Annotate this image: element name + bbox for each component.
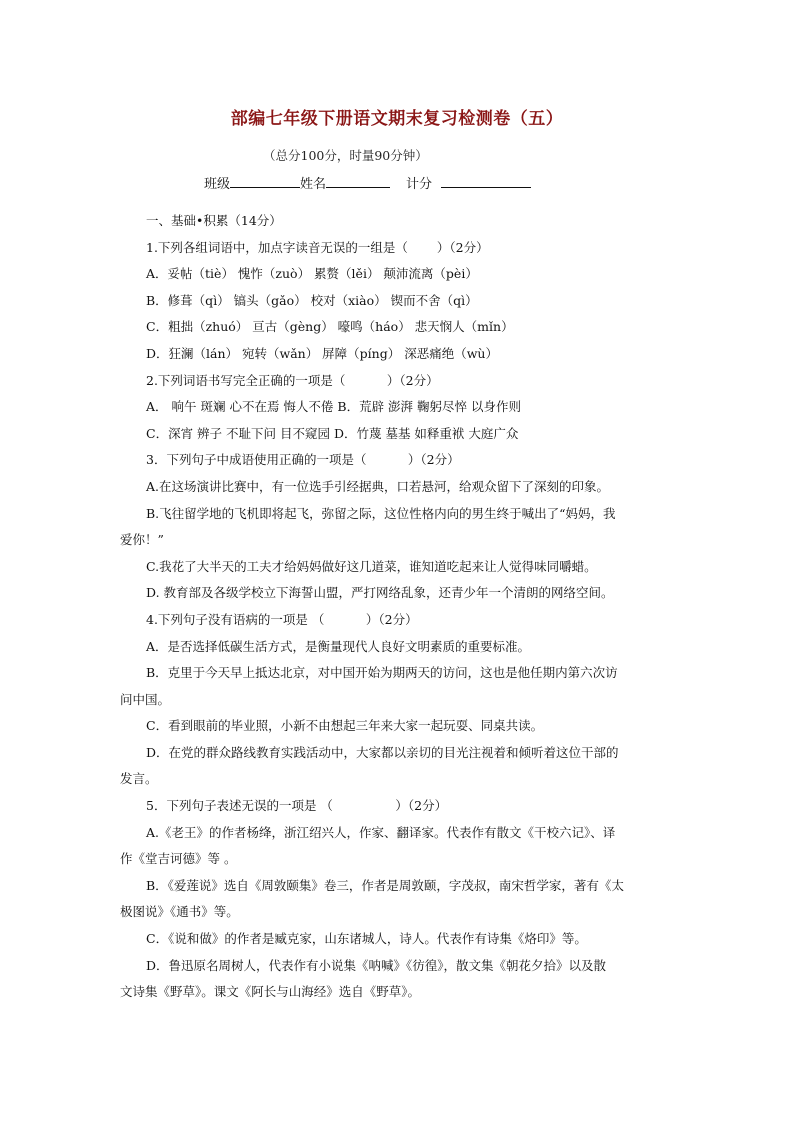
option-d: D. 教育部及各级学校立下海誓山盟，严打网络乱象，还青少年一个清朗的网络空间。 — [146, 585, 614, 601]
student-info-line — [204, 173, 531, 192]
option-b-continued: 问中国。 — [120, 691, 171, 707]
option-b: B．修葺（qì） 镐头（gǎo） 校对（xiào） 锲而不舍（qì） — [146, 292, 478, 308]
section-heading: 一、基础•积累（14分） — [146, 213, 282, 228]
option-d: D．在党的群众路线教育实践活动中，大家都以亲切的目光注视着和倾听着这位干部的 — [146, 744, 619, 760]
option-cd: C．深宵 辨子 不耻下问 目不窥园 D．竹蔑 墓基 如释重袱 大庭广众 — [146, 425, 519, 441]
option-d-continued: 文诗集《野草》。课文《阿长与山海经》选自《野草》。 — [120, 984, 421, 1000]
option-c: C.我花了大半天的工夫才给妈妈做好这几道菜，谁知道吃起来让人觉得味同嚼蜡。 — [146, 558, 597, 574]
option-d: D．狂澜（lán） 宛转（wǎn） 屏障（píng） 深恶痛绝（wù） — [146, 345, 498, 361]
question-stem: 3．下列句子中成语使用正确的一项是（ ）（2分） — [146, 452, 460, 468]
question-5 — [120, 793, 676, 1006]
question-stem: 2.下列词语书写完全正确的一项是（ ）（2分） — [146, 372, 439, 388]
question-3 — [120, 447, 676, 607]
option-a-continued: 作《堂吉诃德》等 。 — [120, 851, 237, 867]
option-b: B．克里于今天早上抵达北京，对中国开始为期两天的访问，这也是他任期内第六次访 — [146, 665, 618, 681]
option-ab: A． 响午 斑斓 心不在焉 悔人不倦 B．荒辟 澎湃 鞠躬尽悴 以身作则 — [146, 399, 522, 415]
option-b-continued: 极图说》《通书》等。 — [120, 904, 239, 920]
option-d: D．鲁迅原名周树人，代表作有小说集《呐喊》《彷徨》，散文集《朝花夕拾》以及散 — [146, 957, 607, 973]
page-title: 部编七年级下册语文期末复习检测卷（五） — [230, 109, 564, 129]
option-c: C．粗拙（zhuó） 亘古（gèng） 嚎鸣（háo） 悲天悯人（mǐn） — [146, 319, 514, 335]
score-blank — [441, 175, 531, 188]
question-1 — [120, 235, 676, 368]
option-c: C．《说和做》的作者是臧克家，山东诸城人，诗人。代表作有诗集《烙印》等。 — [146, 931, 587, 947]
class-label: 班级 — [204, 177, 231, 192]
question-2 — [120, 368, 676, 448]
option-a: A．妥帖（tiè） 愧怍（zuò） 累赘（lěi） 颠沛流离（pèi） — [146, 266, 478, 282]
exam-content — [120, 208, 676, 1006]
class-blank — [230, 175, 300, 188]
option-b-continued: 爱你！” — [120, 532, 164, 548]
exam-subtitle: （总分100分，时量90分钟） — [263, 148, 428, 163]
name-blank — [326, 175, 390, 188]
option-b: B.飞往留学地的飞机即将起飞，弥留之际，这位性格内向的男生终于喊出了“妈妈，我 — [146, 505, 616, 521]
option-a: A.《老王》的作者杨绛，浙江绍兴人，作家、翻译家。代表作有散文《干校六记》、译 — [146, 824, 616, 840]
option-a: A．是否选择低碳生活方式，是衡量现代人良好文明素质的重要标准。 — [146, 638, 531, 654]
question-4 — [120, 607, 676, 793]
option-c: C．看到眼前的毕业照，小新不由想起三年来大家一起玩耍、同桌共读。 — [146, 718, 544, 734]
name-label: 姓名 — [300, 177, 327, 192]
question-stem: 5．下列句子表述无误的一项是 （ ）（2分） — [146, 798, 448, 814]
question-stem: 1.下列各组词语中，加点字读音无误的一组是（ ）（2分） — [146, 239, 489, 255]
question-stem: 4.下列句子没有语病的一项是 （ ）（2分） — [146, 611, 418, 627]
option-d-continued: 发言。 — [120, 771, 158, 787]
score-label: 计分 — [406, 177, 433, 192]
option-a: A.在这场演讲比赛中，有一位选手引经据典，口若悬河，给观众留下了深刻的印象。 — [146, 478, 610, 494]
option-b: B．《爱莲说》选自《周敦颐集》卷三，作者是周敦颐，字茂叔，南宋哲学家，著有《太 — [146, 877, 624, 893]
